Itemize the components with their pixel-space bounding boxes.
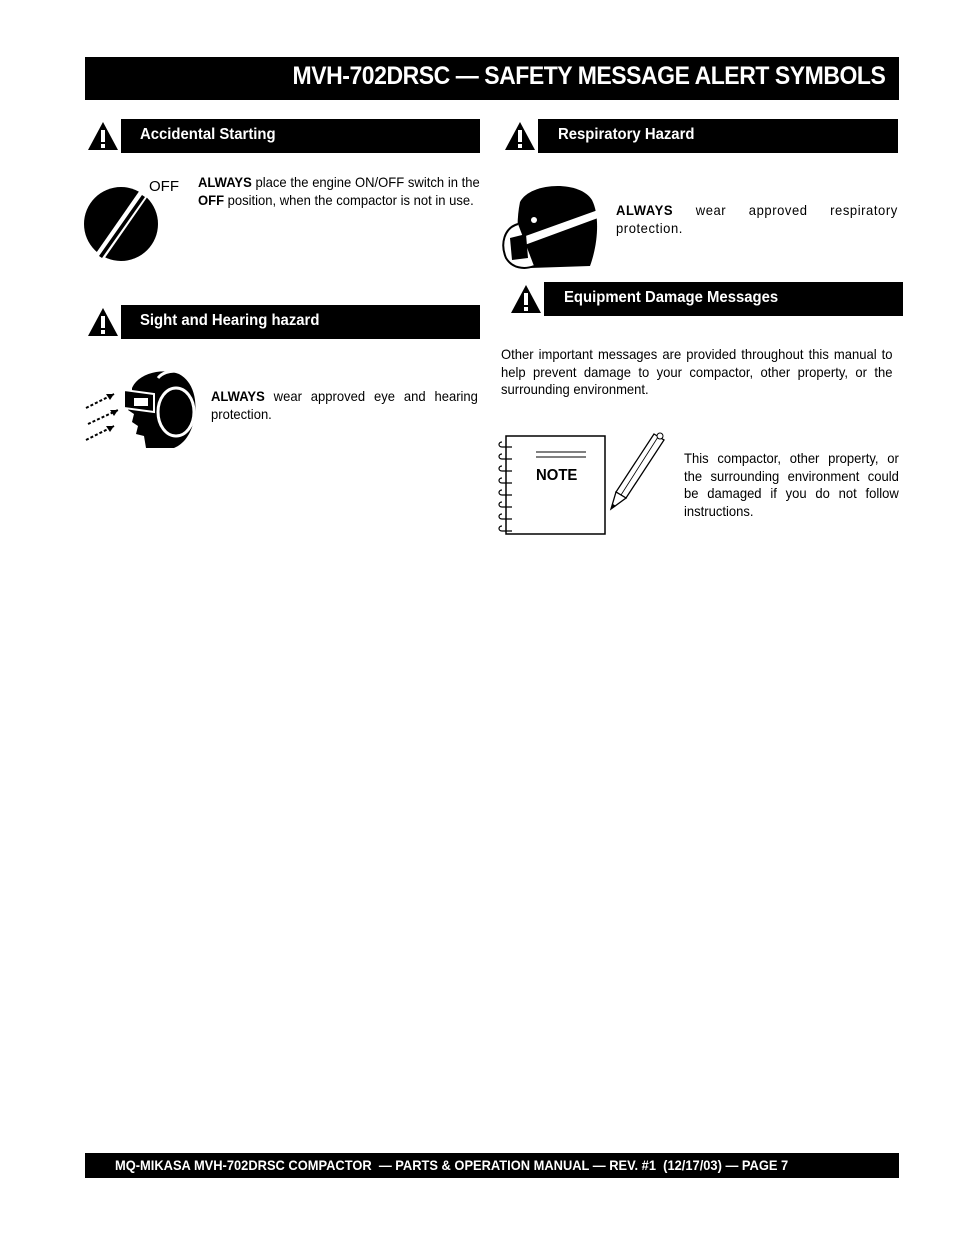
- section-heading: Accidental Starting: [140, 126, 276, 143]
- page-title: MVH-702DRSC — SAFETY MESSAGE ALERT SYMBOLS: [292, 62, 885, 90]
- note-label: NOTE: [536, 467, 578, 484]
- accidental-starting-text: [198, 174, 480, 209]
- notebook-icon: [498, 434, 610, 538]
- warning-triangle-icon: [502, 119, 538, 153]
- always-emphasis: ALWAYS: [198, 174, 252, 190]
- section-header-accidental-starting: [85, 119, 480, 153]
- pencil-icon: [608, 430, 668, 512]
- warning-triangle-icon: [85, 305, 121, 339]
- off-emphasis: OFF: [198, 191, 225, 208]
- text-part: wear approved respiratory protection.: [616, 202, 898, 236]
- section-header-equipment-damage: [508, 282, 903, 316]
- equipment-damage-intro: Other important messages are provided throughout this manual to help prevent damage to your compactor, other property, or the surrounding environment.: [501, 346, 893, 397]
- sight-hearing-text: [211, 388, 478, 423]
- respirator-icon: [500, 182, 600, 270]
- text-part: wear approved eye and hearing protection.: [211, 388, 478, 422]
- text-part: place the engine ON/OFF switch in the: [251, 174, 480, 190]
- section-heading: Equipment Damage Messages: [564, 289, 779, 306]
- section-header-sight-hearing: [85, 305, 480, 339]
- section-heading: Sight and Hearing hazard: [140, 312, 320, 329]
- section-header-respiratory: [502, 119, 898, 153]
- respiratory-text: [616, 202, 898, 237]
- page-title-bar: [85, 57, 899, 100]
- note-text: This compactor, other property, or the surrounding environment could be damaged if you do not follow instructions.: [684, 450, 899, 519]
- always-emphasis: ALWAYS: [616, 202, 674, 218]
- goggles-earmuff-icon: [84, 368, 202, 450]
- page-footer-bar: [85, 1153, 899, 1178]
- page-footer: MQ-MIKASA MVH-702DRSC COMPACTOR — PARTS & OPERATION MANUAL — REV. #1 (12/17/03) — PAGE 7: [115, 1157, 789, 1173]
- warning-triangle-icon: [85, 119, 121, 153]
- off-label: OFF: [149, 178, 179, 195]
- warning-triangle-icon: [508, 282, 544, 316]
- always-emphasis: ALWAYS: [211, 388, 265, 404]
- text-part: position, when the compactor is not in use.: [224, 191, 474, 208]
- section-heading: Respiratory Hazard: [558, 126, 695, 143]
